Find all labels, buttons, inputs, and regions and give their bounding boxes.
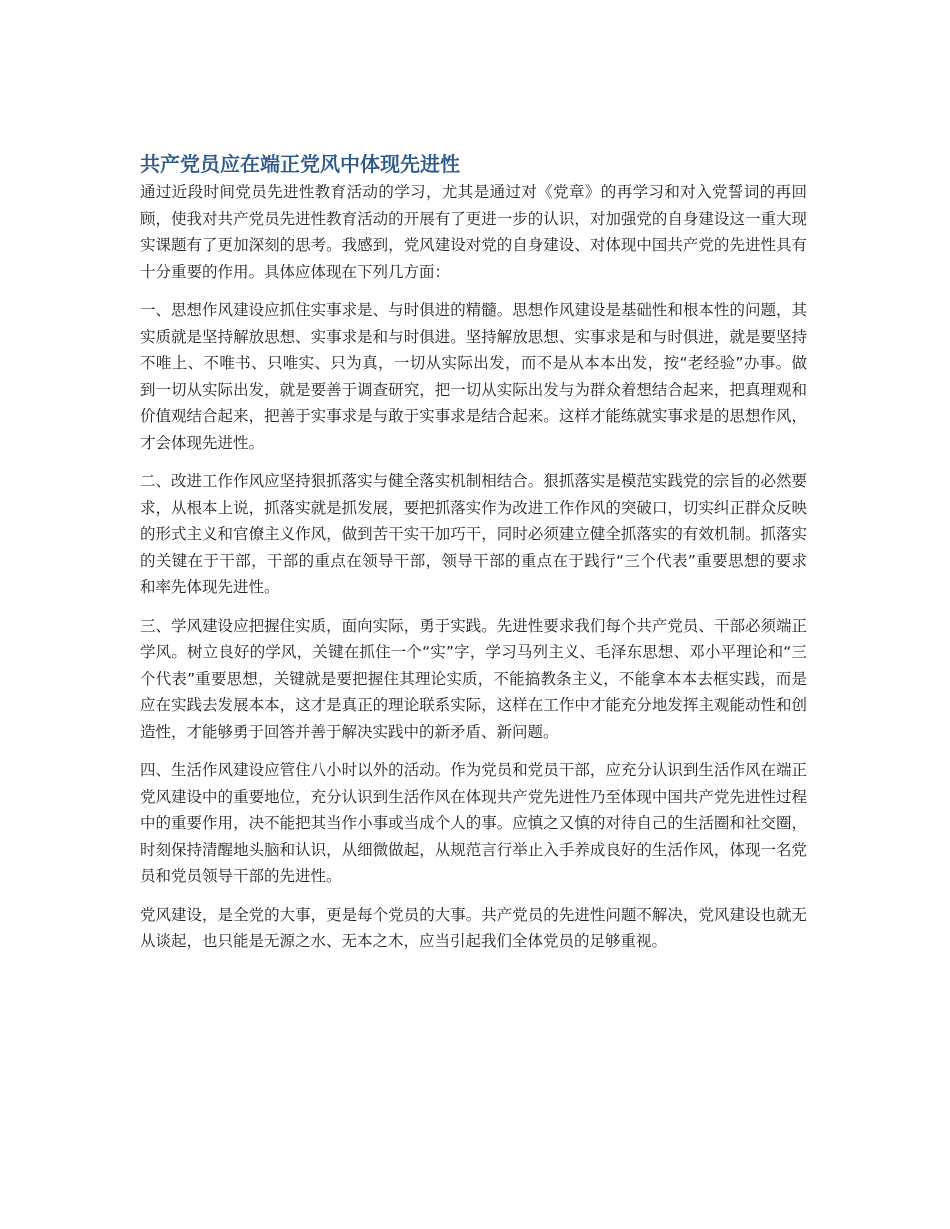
document-title: 共产党员应在端正党风中体现先进性 xyxy=(140,152,460,176)
paragraph-study-style: 三、学风建设应把握住实质，面向实际，勇于实践。先进性要求我们每个共产党员、干部必须端正学风。树立良好的学风，关键在抓住一个“实”字，学习马列主义、毛泽东思想、邓小平理论和“三个代表”重要思想，关键就是要把握住其理论实质，不能搞教条主义，不能拿本本去框实践，而是应在实践去发展本本，这才是真正的理论联系实际，这样在工作中才能充分地发挥主观能动性和创造性，才能够勇于回答并善于解决实践中的新矛盾、新问题。 xyxy=(140,616,807,741)
paragraph-intro: 通过近段时间党员先进性教育活动的学习，尤其是通过对《党章》的再学习和对入党誓词的再回顾，使我对共产党员先进性教育活动的开展有了更进一步的认识，对加强党的自身建设这一重大现实课题有了更加深刻的思考。我感到，党风建设对党的自身建设、对体现中国共产党的先进性具有十分重要的作用。具体应体现在下列几方面： xyxy=(140,183,807,281)
paragraph-life-style: 四、生活作风建设应管住八小时以外的活动。作为党员和党员干部，应充分认识到生活作风在端正党风建设中的重要地位，充分认识到生活作风在体现共产党先进性乃至体现中国共产党先进性过程中的重要作用，决不能把其当作小事或当成个人的事。应慎之又慎的对待自己的生活圈和社交圈，时刻保持清醒地头脑和认识，从细微做起，从规范言行举止入手养成良好的生活作风，体现一名党员和党员领导干部的先进性。 xyxy=(140,761,807,885)
paragraph-thought-style: 一、思想作风建设应抓住实事求是、与时俱进的精髓。思想作风建设是基础性和根本性的问题，其实质就是坚持解放思想、实事求是和与时俱进。坚持解放思想、实事求是和与时俱进，就是要坚持不唯上、不唯书、只唯实、只为真，一切从实际出发，而不是从本本出发，按“老经验”办事。做到一切从实际出发，就是要善于调查研究，把一切从实际出发与为群众着想结合起来，把真理观和价值观结合起来，把善于实事求是与敢于实事求是结合起来。这样才能练就实事求是的思想作风，才会体现先进性。 xyxy=(140,301,807,452)
paragraph-conclusion: 党风建设，是全党的大事，更是每个党员的大事。共产党员的先进性问题不解决，党风建设也就无从谈起，也只能是无源之水、无本之木，应当引起我们全体党员的足够重视。 xyxy=(140,905,807,950)
paragraph-work-style: 二、改进工作作风应坚持狠抓落实与健全落实机制相结合。狠抓落实是模范实践党的宗旨的必然要求，从根本上说，抓落实就是抓发展，要把抓落实作为改进工作作风的突破口，切实纠正群众反映的形式主义和官僚主义作风，做到苦干实干加巧干，同时必须建立健全抓落实的有效机制。抓落实的关键在于干部，干部的重点在领导干部，领导干部的重点在于践行“三个代表”重要思想的要求和率先体现先进性。 xyxy=(140,472,807,596)
document-body xyxy=(140,150,807,967)
